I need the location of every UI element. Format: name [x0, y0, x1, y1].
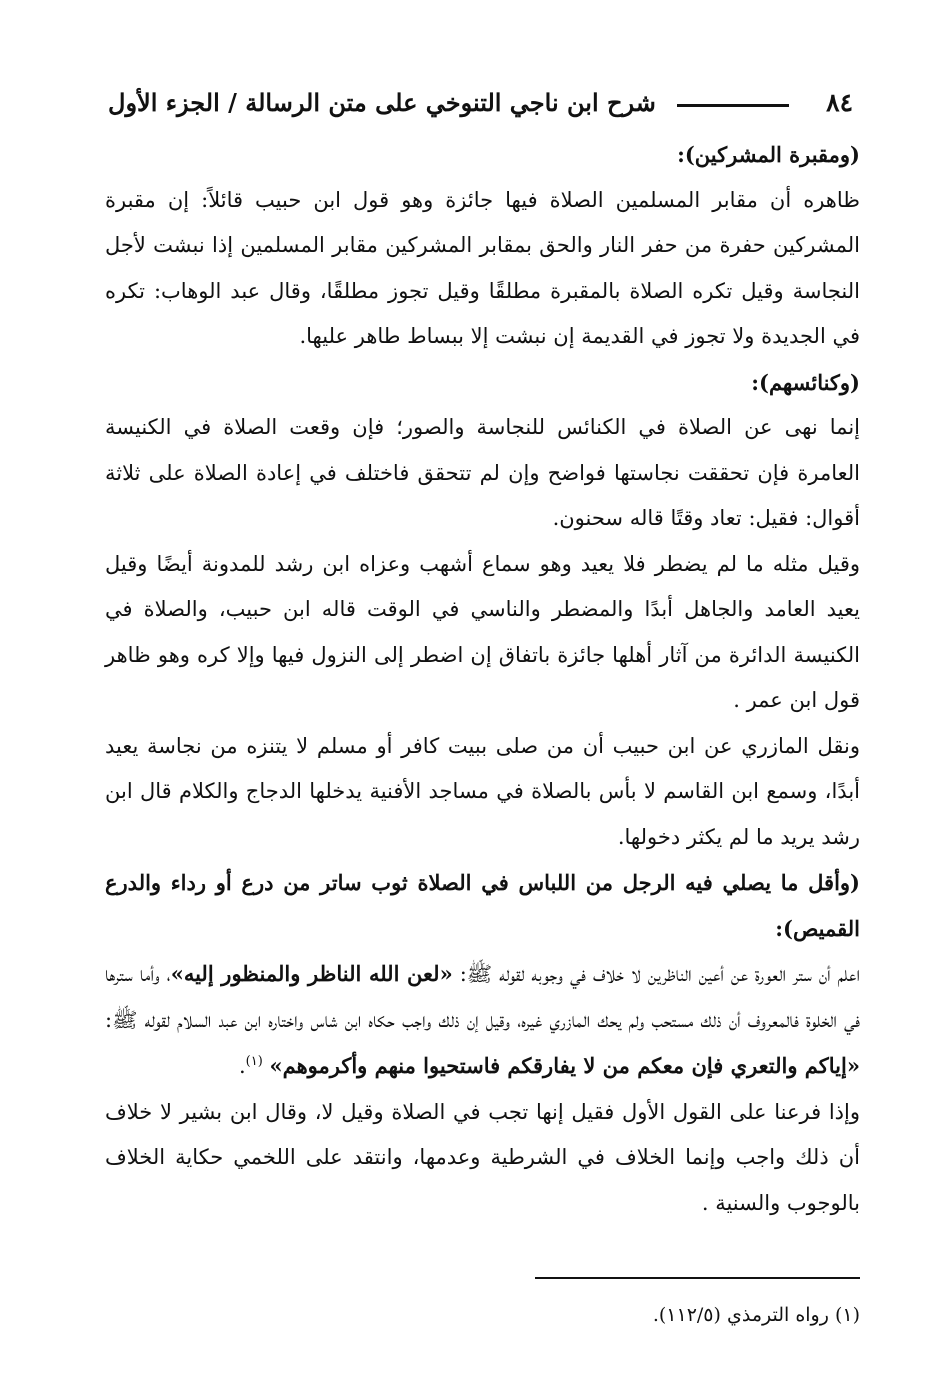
running-header [108, 86, 853, 124]
hadith-quote: «إياكم والتعري فإن معكم من لا يفارقكم فاستحيوا منهم وأكرموهم» [269, 1053, 860, 1078]
section-heading: (وأقل ما يصلي فيه الرجل من اللباس في الصلاة ثوب ساتر من درع أو رداء والدرع القميص): [105, 870, 860, 941]
hadith-text: ، وأما سترها في الخلوة فالمعروف أن ذلك مستحب ولم يحك المازري غيره، وقيل إن ذلك واجب حكاه ابن شاس واختاره ابن عبد السلام لقوله ﷺ: [105, 962, 860, 1032]
body-paragraph: وإذا فرعنا على القول الأول فقيل إنها تجب في الصلاة وقيل لا، وقال ابن بشير لا خلاف أن ذلك واجب وإنما الخلاف في الشرطية وعدمها، وانتقد على اللخمي حكاية الخلاف بالوجوب والسنية . [105, 1099, 860, 1215]
header-rule [677, 104, 789, 107]
book-title: شرح ابن ناجي التنوخي على متن الرسالة / الجزء الأول [108, 88, 656, 117]
hadith-text: اعلم أن ستر العورة عن أعين الناظرين لا خلاف في وجوبه لقوله ﷺ: [452, 962, 860, 986]
page-number: ٨٤ [826, 88, 853, 117]
hadith-quote: «لعن الله الناظر والمنظور إليه» [170, 961, 453, 986]
page-body [105, 132, 860, 1226]
hadith-end: . [238, 1054, 246, 1078]
body-paragraph: ونقل المازري عن ابن حبيب أن من صلى ببيت كافر أو مسلم لا يتنزه من نجاسة يعيد أبدًا، وسمع ابن القاسم لا بأس بالصلاة في مساجد الأفنية يدخلها الدجاج والكلام قال ابن رشد يريد ما لم يكثر دخولها. [105, 733, 860, 849]
section-heading: (ومقبرة المشركين): [677, 142, 860, 167]
body-paragraph: ظاهره أن مقابر المسلمين الصلاة فيها جائزة وهو قول ابن حبيب قائلاً: إن مقبرة المشركين حفرة من حفر النار والحق بمقابر المشركين مقابر المسلمين إذا نبشت لأجل النجاسة وقيل تكره الصلاة بالمقبرة مطلقًا وقيل تجوز مطلقًا، وقال عبد الوهاب: تكره في الجديدة ولا تجوز في القديمة إن نبشت إلا ببساط طاهر عليها. [105, 187, 860, 348]
body-paragraph: إنما نهى عن الصلاة في الكنائس للنجاسة والصور؛ فإن وقعت الصلاة في الكنيسة العامرة فإن تحققت نجاستها فواضح وإن لم تتحقق فاختلف في إعادة الصلاة على ثلاثة أقوال: فقيل: تعاد وقتًا قاله سحنون. [105, 415, 860, 530]
footnote: (١) رواه الترمذي (١١٢/٥). [652, 1304, 860, 1326]
footnote-marker: (١) [245, 1054, 263, 1069]
section-heading: (وكنائسهم): [751, 369, 860, 395]
footnote-rule [535, 1277, 860, 1279]
hadith-paragraph [105, 951, 860, 1090]
body-paragraph: وقيل مثله ما لم يضطر فلا يعيد وهو سماع أشهب وعزاه ابن رشد للمدونة أيضًا وقيل يعيد العامد والجاهل أبدًا والمضطر والناسي في الوقت قاله ابن حبيب، والصلاة في الكنيسة الدائرة من آثار أهلها جائزة باتفاق إن اضطر إلى النزول فيها وإلا كره وهو ظاهر قول ابن عمر . [105, 551, 860, 712]
